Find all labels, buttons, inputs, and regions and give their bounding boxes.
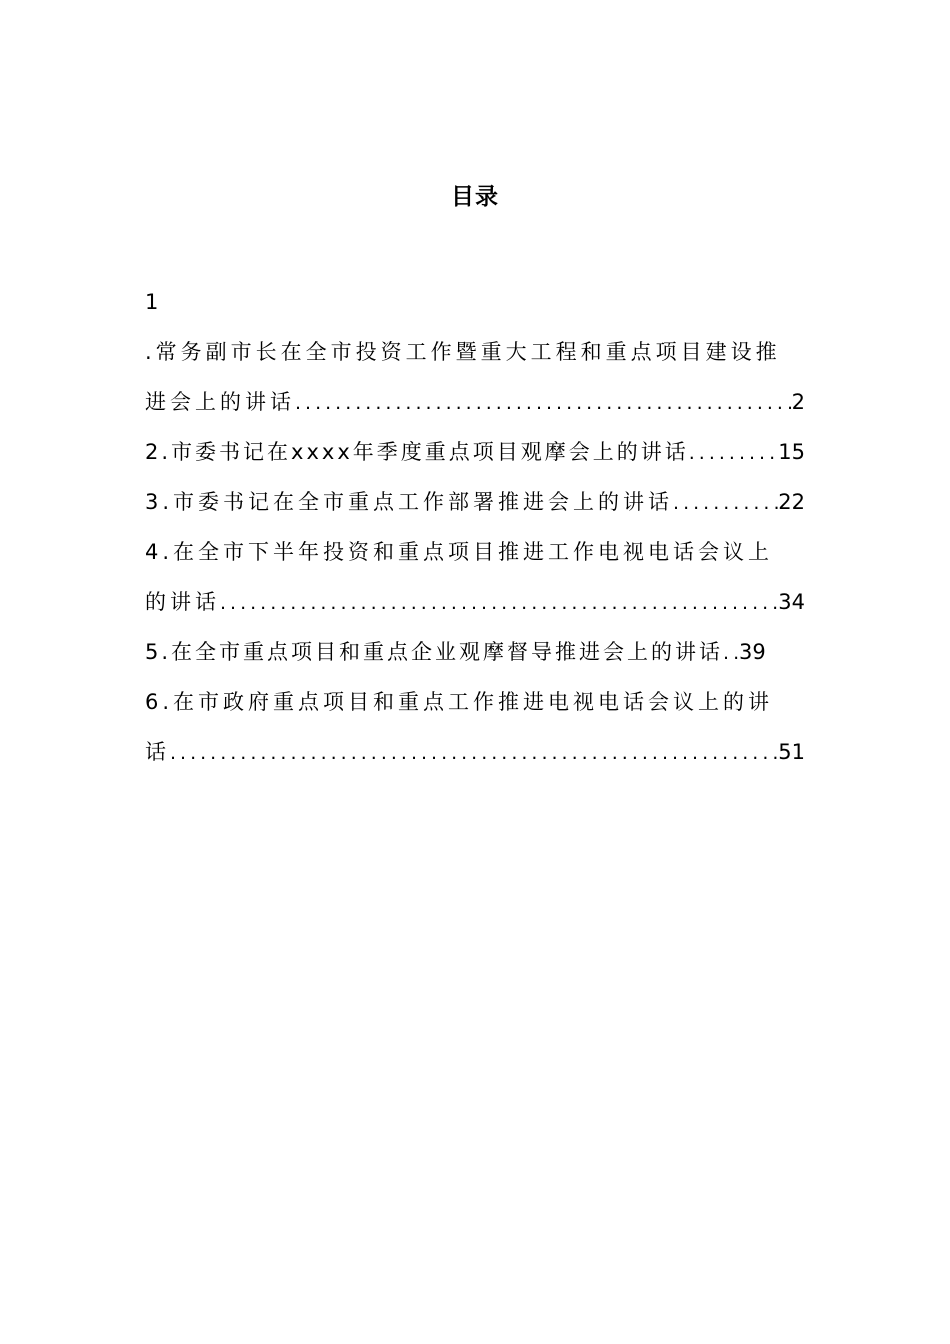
toc-entry-title: 5.在全市重点项目和重点企业观摩督导推进会上的讲话	[145, 640, 724, 664]
toc-entry-1-title[interactable]	[145, 336, 805, 368]
dot-leader	[295, 387, 792, 418]
dot-leader	[689, 437, 779, 468]
dot-leader	[170, 737, 778, 768]
dot-leader	[220, 587, 778, 618]
toc-entry-1-number[interactable]	[145, 286, 805, 318]
toc-page-number: 34	[778, 590, 805, 614]
toc-page-number: 2	[791, 390, 805, 414]
toc-entry-1-leader[interactable]	[145, 386, 805, 418]
toc-entry-6-leader[interactable]	[145, 736, 805, 768]
toc-entry-4-leader[interactable]	[145, 586, 805, 618]
toc-entry-3[interactable]	[145, 486, 805, 518]
toc-entry-title-continuation: 话	[145, 740, 170, 764]
toc-page-number: 15	[778, 440, 805, 464]
toc-page-number: 39	[739, 640, 766, 664]
toc-entry-6-title[interactable]	[145, 686, 805, 718]
toc-entry-title: 2.市委书记在xxxx年季度重点项目观摩会上的讲话	[145, 440, 689, 464]
toc-entry-title-continuation: 进会上的讲话	[145, 390, 295, 414]
toc-entry-title: 6.在市政府重点项目和重点工作推进电视电话会议上的讲	[145, 690, 774, 714]
toc-entry-5[interactable]	[145, 636, 805, 668]
toc-entry-title: 4.在全市下半年投资和重点项目推进工作电视电话会议上	[145, 540, 774, 564]
page-title: 目录	[451, 184, 499, 210]
toc-entry-title-continuation: 的讲话	[145, 590, 220, 614]
toc-entry-2[interactable]	[145, 436, 805, 468]
toc-entry-number: 1	[145, 290, 163, 314]
toc-entry-title: 3.市委书记在全市重点工作部署推进会上的讲话	[145, 490, 674, 514]
toc-page-number: 51	[778, 740, 805, 764]
toc-entry-4-title[interactable]	[145, 536, 805, 568]
dot-leader	[673, 487, 778, 518]
toc-entry-title: .常务副市长在全市投资工作暨重大工程和重点项目建设推	[145, 340, 781, 364]
dot-leader	[723, 637, 739, 668]
toc-page-number: 22	[778, 490, 805, 514]
